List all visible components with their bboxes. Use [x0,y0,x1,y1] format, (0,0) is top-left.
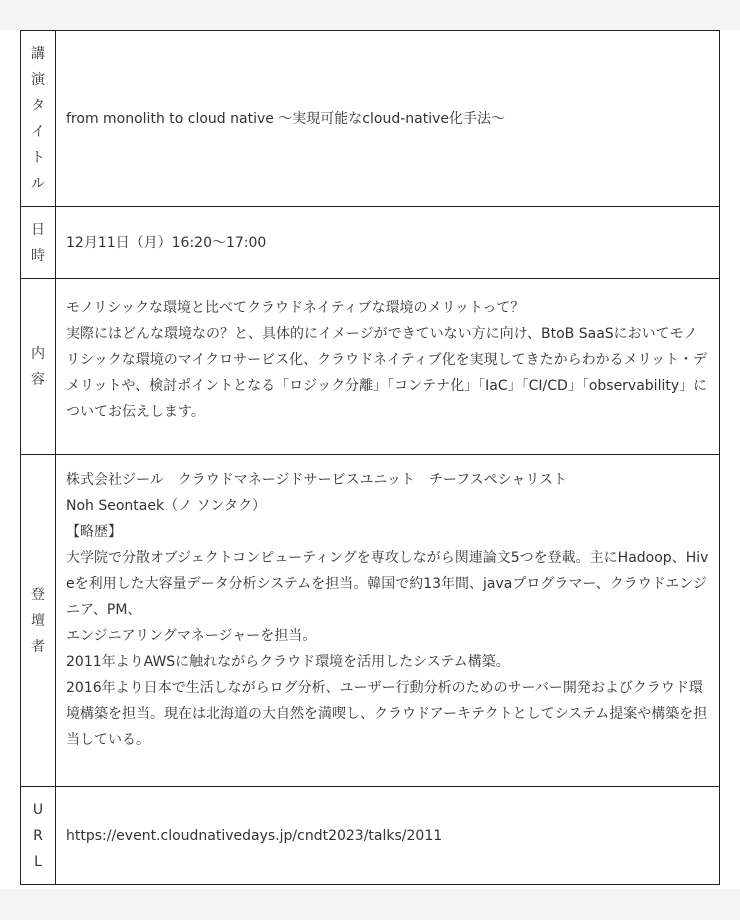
datetime-label-cell [21,207,56,279]
url-label-cell [21,787,56,885]
speaker-bio-paragraph: 2016年より日本で生活しながらログ分析、ユーザー行動分析のためのサーバー開発およびクラウド環境構築を担当。現在は北海道の大自然を満喫し、クラウドアーキテクトとしてシステム提案や構築を担当している。 [66,679,708,748]
url-value-cell [56,787,720,885]
speaker-bio-paragraph: 大学院で分散オブジェクトコンピューティングを専攻しながら関連論文5つを登載。主にHadoop、Hiveを利用した大容量データ分析システムを担当。韓国で約13年間、javaプログラマー、クラウドエンジニア、PM、 [66,549,709,618]
datetime-row [21,207,720,279]
speaker-bio-paragraph: エンジニアリングマネージャーを担当。 [66,627,317,644]
datetime-label: 日時 [30,221,45,264]
speaker-name: Noh Seontaek（ノ ソンタク） [66,497,266,514]
speaker-bio-heading: 【略歴】 [66,523,122,540]
speaker-label: 登壇者 [30,586,45,655]
speaker-text [66,459,709,783]
speaker-bio-paragraph: 2011年よりAWSに触れながらクラウド環境を活用したシステム構築。 [66,653,510,670]
document-page [0,30,740,889]
speaker-value-cell [56,455,720,787]
content-label: 内容 [30,345,45,388]
content-value-cell [56,279,720,455]
title-value-cell [56,31,720,207]
title-label-cell [21,31,56,207]
title-label: 講演タイトル [30,45,45,192]
speaker-affiliation: 株式会社ジール クラウドマネージドサービスユニット チーフスペシャリスト [66,471,568,488]
content-row [21,279,720,455]
content-paragraph: モノリシックな環境と比べてクラウドネイティブな環境のメリットって？ [66,299,525,316]
talk-url: https://event.cloudnativedays.jp/cndt2023/talks/2011 [66,827,443,844]
content-paragraph: 実際にはどんな環境なの？と、具体的にイメージができていない方に向け、BtoB SaaSにおいてモノリシックな環境のマイクロサービス化、クラウドネイティブ化を実現してきたからわかるメリット・デメリットや、検討ポイントとなる「ロジック分離」「コンテナ化」「IaC」「CI/CD」「observability」についてお伝えします。 [66,325,708,420]
session-info-table [20,30,720,885]
content-text [66,295,709,439]
talk-title: from monolith to cloud native 〜実現可能なcloud-native化手法〜 [66,110,506,127]
url-row [21,787,720,885]
talk-datetime: 12月11日（月）16:20〜17:00 [66,234,267,251]
title-row [21,31,720,207]
datetime-value-cell [56,207,720,279]
url-label: URL [32,801,44,870]
content-label-cell [21,279,56,455]
speaker-label-cell [21,455,56,787]
speaker-row [21,455,720,787]
